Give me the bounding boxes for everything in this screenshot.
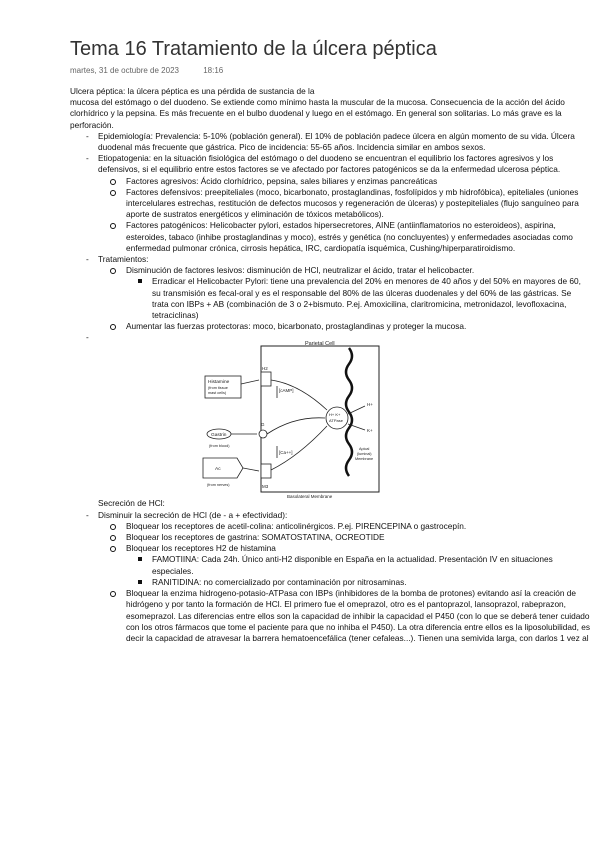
bomba-item: Bloquear la enzima hidrogeno-potasio-ATPasa con IBPs (inhibidores de la bomba de protones) evitando así la creación de hidrógeno y por tanto la formación de HCl. El primero fue el omeprazol, otro es el pantoprazol, lansoprazol, rabeprazon, esomeprazol. Las diferencias entre ellos son la capacidad de inhibir la capacidad el P450 (con lo que se deberá tener cuidado con los otros fármacos que tome el paciente para que no inhiba el P450). La otra diferencia entre ellos es la liposolubilidad, es decir la capacidad de atravesar la barrera hematoencefálica (tener cefaleas...). Tienen una semivida larga, con darlos 1 vez al [98, 588, 590, 644]
ach-source: (from nerves) [207, 483, 230, 488]
note-date: martes, 31 de octubre de 2023 [70, 66, 179, 75]
ach-shape [203, 458, 243, 478]
k-plus-label: K+ [367, 428, 373, 434]
g-receptor [259, 430, 267, 438]
epidemiologia-text: Epidemiología: Prevalencia: 5-10% (población general). El 10% de población padece úlcera en algún momento de su vida. Úlcera duodenal más frecuente que gástrica. Pico de incidencia: 55-65 años. Incidencia similar en ambos sexos. [98, 130, 575, 153]
etiopatogenia-text: Etiopatogenia: en la situación fisiológica del estómago o del duodeno se encuentran el equilibrio los factores agresivos y los defensivos, si el equilibrio entre estos factores se ve afectado por factores patogénicos se da la enfermedad ulcerosa péptica. [98, 153, 561, 175]
apical-label-2: (luminal) [357, 452, 372, 457]
intro-line-1: Ulcera péptica: la úlcera péptica es una pérdida de sustancia de la [70, 86, 315, 96]
pump-label-2: ATPase [329, 418, 344, 424]
camp-label: [cAMP] [279, 388, 294, 394]
gastrin-source: (from blood) [209, 444, 230, 449]
page-title: Tema 16 Tratamiento de la úlcera péptica [70, 38, 437, 60]
h2-text: Bloquear los receptores H2 de histamina [126, 543, 276, 554]
histamine-source-1: (from tissue [208, 386, 229, 391]
note-body [70, 86, 590, 644]
tratamientos-text: Tratamientos: [98, 254, 149, 265]
erradicar-item: Erradicar el Helicobacter Pylori: tiene una prevalencia del 20% en menores de 40 años y del 50% en mayores de 60, su transmisión es fecal-oral y es el responsable del 80% de las úlceras duodenales y del 60% de las gástricas. Se trata con IBPs + AB (combinación de 3 o 2+bismuto. P.ej. Amoxicilina, claritromicina, metronidazol, levofloxacina, tetraciclinas) [126, 276, 590, 321]
m3-label: M3 [262, 484, 269, 490]
h2-receptor [261, 372, 271, 386]
disminuir-text: Disminuir la secreción de HCl (de - a + efectividad): [98, 509, 288, 520]
pump-label-1: H+ K+ [329, 412, 341, 418]
list-item-tratamientos [70, 254, 590, 332]
apical-label-1: Apical [359, 447, 370, 452]
histamine-label: Histamine [208, 380, 230, 386]
m3-receptor [261, 464, 271, 478]
h2-label: H2 [262, 366, 268, 372]
factores-list [98, 176, 590, 254]
g-label: G [261, 422, 265, 428]
apical-label-3: Membrane [355, 457, 374, 462]
parietal-cell-diagram [199, 336, 387, 500]
basolateral-label: Basolateral Membrane [287, 494, 333, 500]
famotidina-item: FAMOTIINA: Cada 24h. Único anti-H2 disponible en España en la actualidad. Presentación IV en situaciones especiales. [126, 554, 590, 576]
cell-membrane [261, 346, 379, 492]
aumentar-item: Aumentar las fuerzas protectoras: moco, bicarbonato, prostaglandinas y proteger la mucosa. [98, 321, 590, 332]
ach-label: Ac [215, 467, 221, 473]
parietal-cell-label: Parietal Cell [305, 341, 335, 348]
secrecion-text: Secreción de HCl: [98, 498, 165, 509]
calcium-label: [Ca++] [279, 450, 293, 456]
disminucion-sublist [126, 276, 590, 321]
note-meta [70, 66, 245, 75]
gastrin-label: Gastrin [211, 433, 227, 439]
list-item-epidemiologia [70, 131, 590, 153]
list-item-etiopatogenia [70, 153, 590, 254]
disminucion-item [98, 265, 590, 321]
factores-defensivos: Factores defensivos: preepiteliales (moco, bicarbonato, prostaglandinas, fosfolípidos y mb hidrofóbica), epiteliales (uniones intercelulares estrechas, restitución de defectos mucosos y regeneración de úlceras) y postepiteliales (flujo sanguíneo para aporte de sustratos energéticos y eliminación de tóxicos metabólicos). [98, 187, 590, 221]
h2-sublist [126, 554, 590, 588]
h2-item [98, 543, 590, 588]
disminucion-text: Disminución de factores lesivos: disminución de HCl, neutralizar el ácido, tratar el helicobacter. [126, 265, 475, 276]
list-item-disminuir [70, 510, 590, 644]
list-item-secrecion [70, 332, 590, 509]
tratamientos-list [98, 265, 590, 332]
main-list [70, 131, 590, 644]
note-time: 18:16 [203, 66, 224, 75]
factores-patogenicos: Factores patogénicos: Helicobacter pylori, estados hipersecretores, AINE (antiinflamatorios no esteroideos), aspirina, esteroides, tabaco (inhibe prostaglandinas y moco), estrés y genética (no concluyentes) y enfermedades asociadas como enfermedad pulmonar crónica, cirrosis hepática, IRC, cardiopatía isquémica, Cushing/hiperparatiroidismo. [98, 220, 590, 254]
apical-membrane [346, 348, 352, 476]
histamine-source-2: mast cells) [208, 391, 227, 396]
intro-paragraph: mucosa del estómago o del duodeno. Se extiende como mínimo hasta la muscular de la mucosa. Consecuencia de la acción del ácido clorhídrico y la pepsina. Es más frecuente en el bulbo duodenal y luego en el estómago. En general son solitarias. Lo más grave es la perforación. [70, 97, 565, 130]
acetilcolina-item: Bloquear los receptores de acetil-colina: anticolinérgicos. P.ej. PIRENCEPINA o gastrocepín. [98, 521, 590, 532]
ranitidina-item: RANITIDINA: no comercializado por contaminación por nitrosaminas. [126, 577, 590, 588]
h-plus-label: H+ [367, 402, 374, 408]
disminuir-list [98, 521, 590, 644]
factores-agresivos: Factores agresivos: Ácido clorhídrico, pepsina, sales biliares y enzimas pancreáticas [98, 176, 590, 187]
gastrina-item: Bloquear los receptores de gastrina: SOMATOSTATINA, OCREOTIDE [98, 532, 590, 543]
